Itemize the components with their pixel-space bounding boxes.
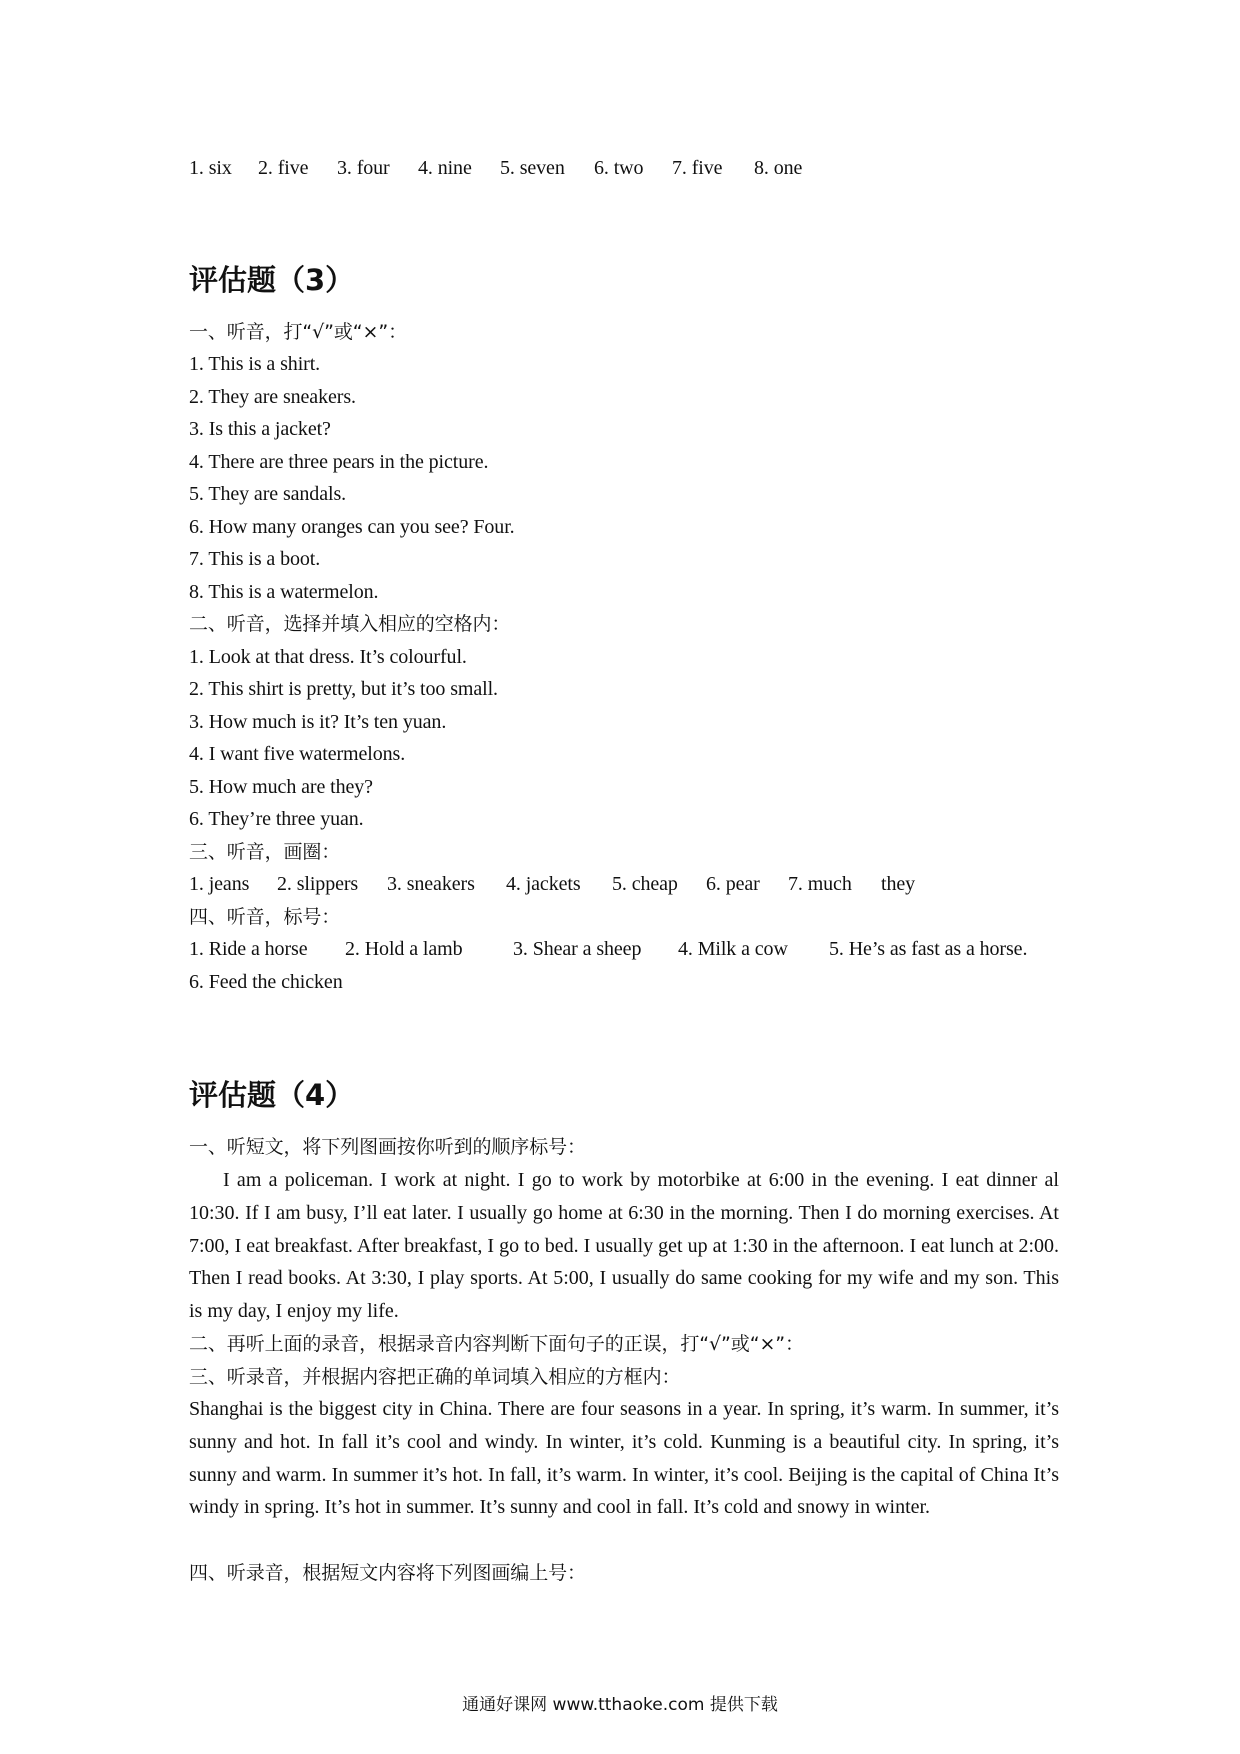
section4-part2-heading: 二、再听上面的录音，根据录音内容判断下面句子的正误，打“√”或“×”： bbox=[189, 1333, 804, 1355]
section3-part3-heading: 三、听音，画圈： bbox=[189, 841, 341, 863]
section3-part1-item: 3. Is this a jacket? bbox=[189, 418, 331, 440]
circle-item: they bbox=[881, 873, 916, 895]
section3-part4-item6: 6. Feed the chicken bbox=[189, 971, 343, 993]
answer-item: 2. five bbox=[258, 157, 309, 179]
section3-part1-item: 4. There are three pears in the picture. bbox=[189, 451, 489, 473]
section3-part2-item: 6. They’re three yuan. bbox=[189, 808, 364, 830]
section3-part1-item: 1. This is a shirt. bbox=[189, 353, 321, 375]
section3-part1-item: 8. This is a watermelon. bbox=[189, 581, 379, 603]
section4-part4-heading: 四、听录音，根据短文内容将下列图画编上号： bbox=[189, 1562, 586, 1584]
label-item: 1. Ride a horse bbox=[189, 938, 308, 960]
circle-item: 7. much bbox=[788, 873, 852, 895]
answer-item: 7. five bbox=[672, 157, 723, 179]
section4-title: 评估题（4） bbox=[189, 1078, 355, 1112]
answer-item: 5. seven bbox=[500, 157, 565, 179]
section3-part2-item: 2. This shirt is pretty, but it’s too small. bbox=[189, 678, 498, 700]
section3-part4-heading: 四、听音，标号： bbox=[189, 906, 341, 928]
circle-item: 1. jeans bbox=[189, 873, 250, 895]
label-item: 4. Milk a cow bbox=[678, 938, 788, 960]
section3-title: 评估题（3） bbox=[189, 263, 355, 297]
circle-item: 5. cheap bbox=[612, 873, 678, 895]
section3-part2-item: 4. I want five watermelons. bbox=[189, 743, 406, 765]
section3-part1-item: 6. How many oranges can you see? Four. bbox=[189, 516, 515, 538]
answer-item: 6. two bbox=[594, 157, 644, 179]
section3-part2-item: 3. How much is it? It’s ten yuan. bbox=[189, 711, 447, 733]
answer-item: 3. four bbox=[337, 157, 390, 179]
section3-part4-items bbox=[189, 936, 1027, 962]
circle-item: 3. sneakers bbox=[387, 873, 475, 895]
circle-item: 6. pear bbox=[706, 873, 760, 895]
page-footer: 通通好课网 www.tthaoke.com 提供下载 bbox=[462, 1695, 778, 1715]
section3-part1-item: 2. They are sneakers. bbox=[189, 386, 356, 408]
answer-item: 1. six bbox=[189, 157, 232, 179]
section3-part1-item: 5. They are sandals. bbox=[189, 483, 347, 505]
label-item: 5. He’s as fast as a horse. bbox=[829, 938, 1028, 960]
section4-part3-heading: 三、听录音，并根据内容把正确的单词填入相应的方框内： bbox=[189, 1366, 681, 1388]
circle-item: 2. slippers bbox=[277, 873, 359, 895]
label-item: 3. Shear a sheep bbox=[513, 938, 642, 960]
section3-part1-item: 7. This is a boot. bbox=[189, 548, 321, 570]
numbers-answer-line bbox=[189, 155, 802, 181]
circle-item: 4. jackets bbox=[506, 873, 581, 895]
section4-part1-passage: I am a policeman. I work at night. I go to work by motorbike at 6:00 in the evening. I eat dinner al 10:30. If I am busy, I’ll eat later. I usually go home at 6:30 in the morning. Then I do morning exercises. At 7:00, I eat breakfast. After breakfast, I go to bed. I usually get up at 1:30 in the afternoon. I eat lunch at 2:00. Then I read books. At 3:30, I play sports. At 5:00, I usually do same cooking for my wife and my son. This is my day, I enjoy my life. bbox=[189, 1169, 1059, 1323]
section4-part1-heading: 一、听短文，将下列图画按你听到的顺序标号： bbox=[189, 1136, 586, 1158]
section3-part1-heading: 一、听音，打“√”或“×”： bbox=[189, 321, 408, 343]
section3-part2-heading: 二、听音，选择并填入相应的空格内： bbox=[189, 613, 511, 635]
label-item: 2. Hold a lamb bbox=[345, 938, 463, 960]
answer-item: 4. nine bbox=[418, 157, 472, 179]
section3-part3-items bbox=[189, 871, 915, 897]
section3-part2-item: 5. How much are they? bbox=[189, 776, 373, 798]
section3-part2-item: 1. Look at that dress. It’s colourful. bbox=[189, 646, 467, 668]
section4-part3-passage: Shanghai is the biggest city in China. There are four seasons in a year. In spring, it’s warm. In summer, it’s sunny and hot. In fall it’s cool and windy. In winter, it’s cold. Kunming is a beautiful city. In spring, it’s sunny and warm. In summer it’s hot. In fall, it’s warm. In winter, it’s cool. Beijing is the capital of China It’s windy in spring. It’s hot in summer. It’s sunny and cool in fall. It’s cold and snowy in winter. bbox=[189, 1398, 1059, 1519]
answer-item: 8. one bbox=[754, 157, 803, 179]
